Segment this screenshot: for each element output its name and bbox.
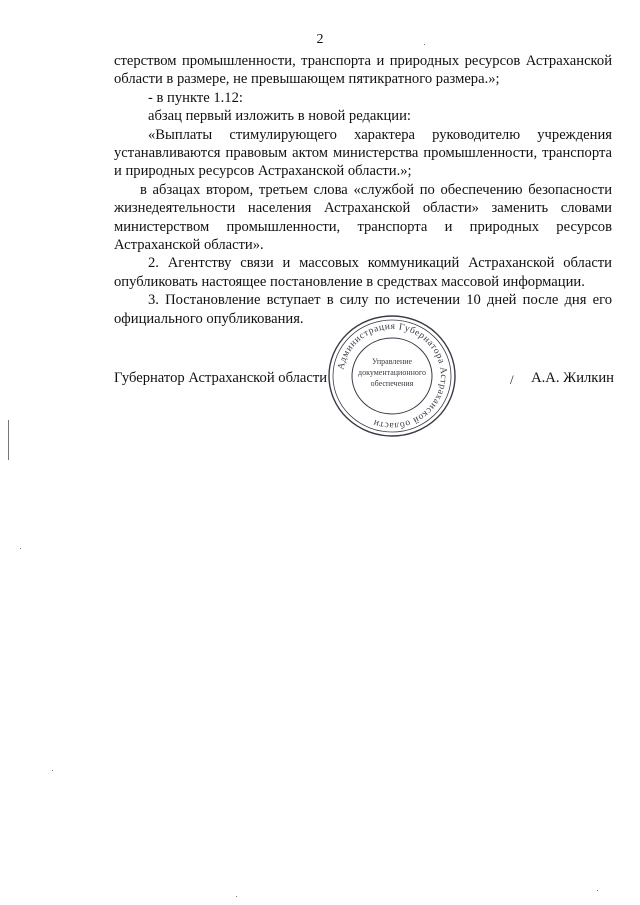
scan-edge-mark — [8, 420, 9, 460]
paragraph-point-2: 2. Агентству связи и массовых коммуникаций Астраханской области опубликовать настоящее постановление в средствах массовой информации. — [114, 255, 612, 290]
signatory-title: Губернатор Астраханской области — [114, 370, 328, 386]
signatory-name: А.А. Жилкин — [531, 370, 614, 386]
scan-dot — [52, 770, 53, 771]
paragraph-abzacs: в абзацах втором, третьем слова «службой по обеспечению безопасности жизнедеятельности населения Астраханской области» заменить словами министерством промышленности, транспорта и природных ресурсов Астраханской области». — [114, 181, 612, 254]
paragraph-first-abzac: абзац первый изложить в новой редакции: — [148, 108, 411, 125]
paragraph-item-1-12: - в пункте 1.12: — [148, 89, 243, 106]
scan-dot — [20, 548, 21, 549]
signature-mark: / — [510, 372, 514, 387]
paragraph-continuation: стерством промышленности, транспорта и природных ресурсов Астраханской области в размере, не превышающем пятикратного размера.»; — [114, 53, 612, 88]
scan-dot — [236, 896, 237, 897]
stamp-line-1: Управление — [371, 357, 413, 366]
paragraph-quote: «Выплаты стимулирующего характера руководителю учреждения устанавливаются правовым актом министерства промышленности, транспорта и природных ресурсов Астраханской области.»; — [114, 126, 612, 180]
scan-dot — [424, 44, 425, 45]
page-number: 2 — [316, 32, 324, 47]
document-body — [114, 52, 612, 328]
official-stamp — [326, 312, 458, 440]
stamp-ring-text: Администрация Губернатора Астраханской области — [336, 321, 449, 431]
stamp-line-2: документационного — [358, 368, 426, 377]
stamp-line-3: обеспечения — [370, 379, 414, 388]
scan-dot — [597, 890, 598, 891]
paragraph-point-3: 3. Постановление вступает в силу по истечении 10 дней после дня его официального опубликования. — [114, 292, 612, 327]
